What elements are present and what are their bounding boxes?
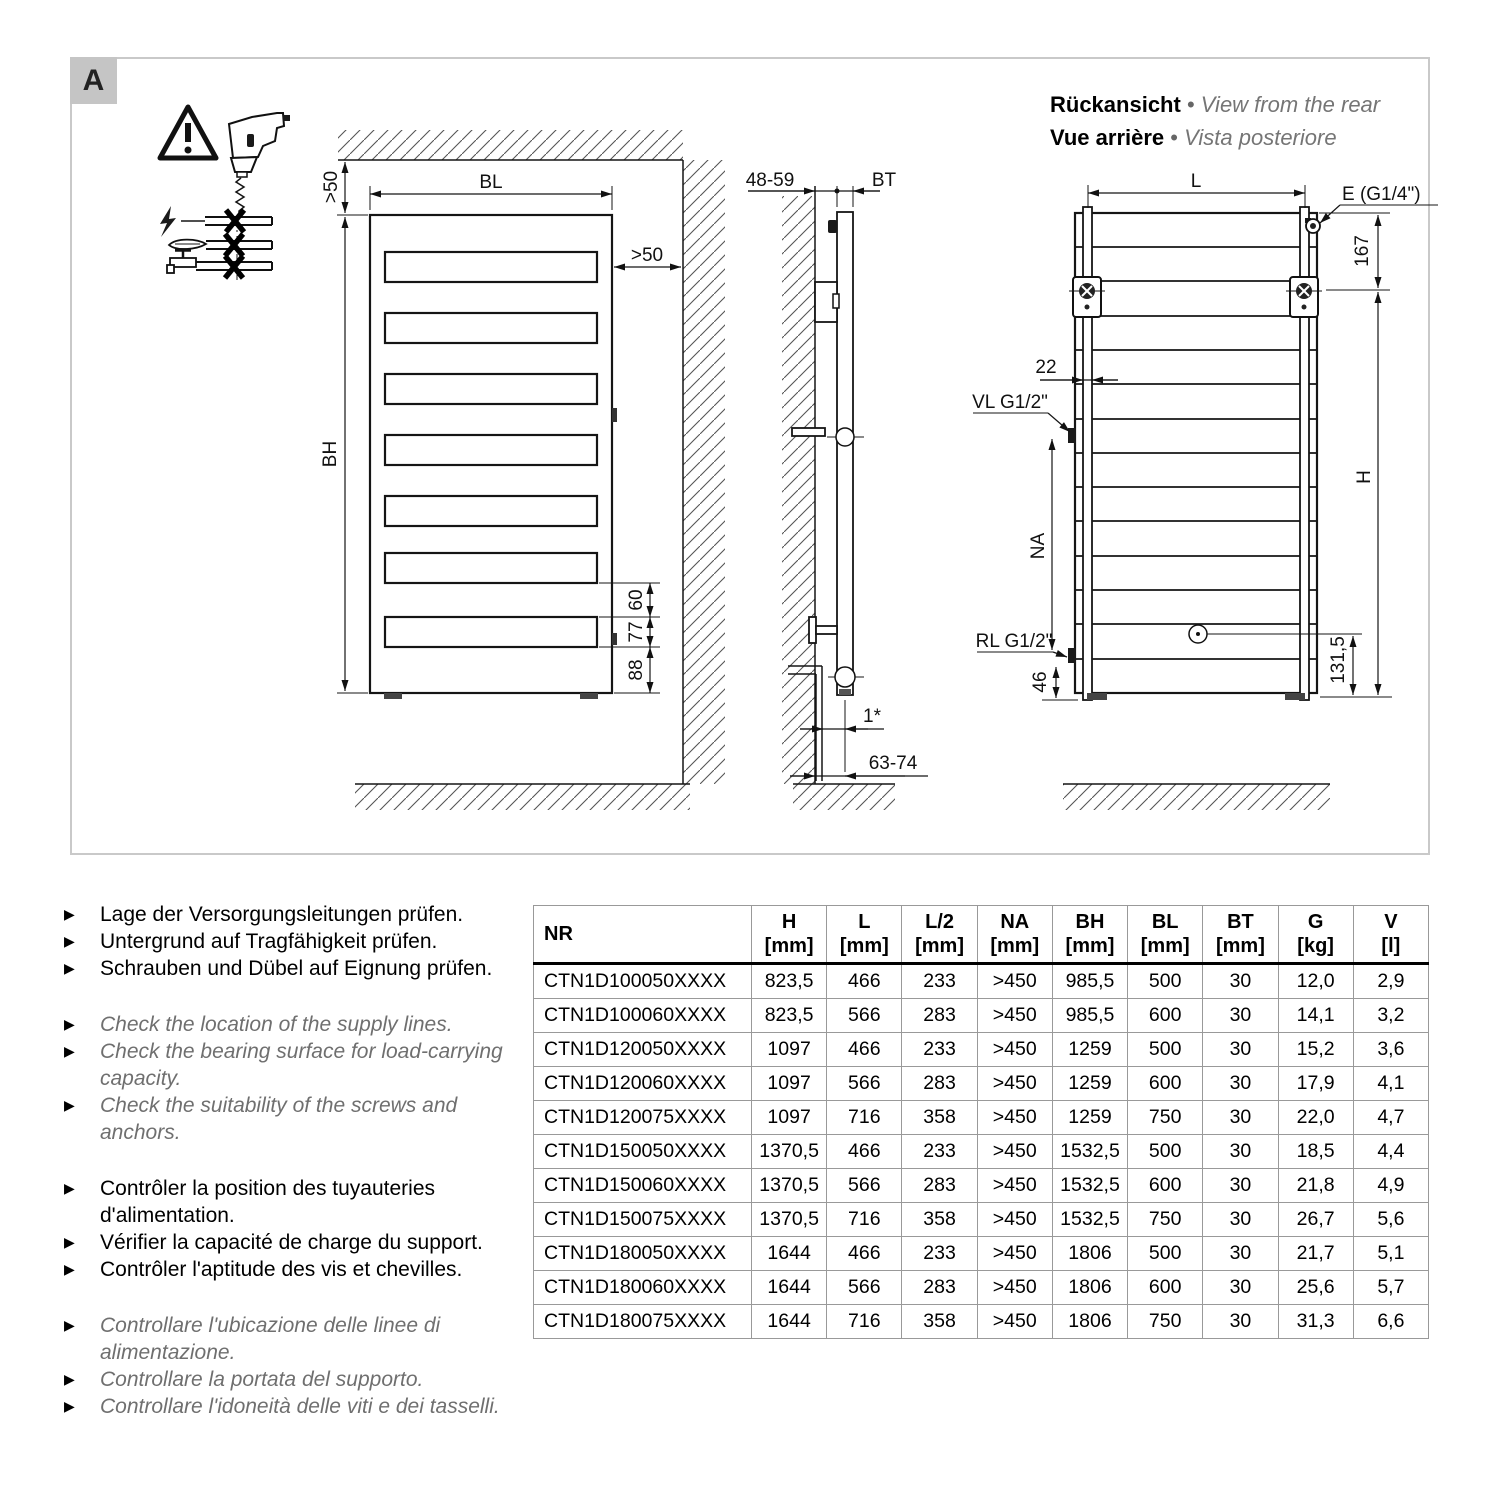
- bullet-icon: ▶: [64, 1234, 75, 1250]
- value-cell: 466: [827, 1135, 902, 1169]
- model-number-cell: CTN1D100050XXXX: [534, 964, 752, 999]
- specification-table: [533, 905, 1429, 1339]
- model-number-cell: CTN1D120075XXXX: [534, 1101, 752, 1135]
- value-cell: >450: [977, 1203, 1052, 1237]
- value-cell: 30: [1203, 1305, 1278, 1339]
- value-cell: 30: [1203, 1033, 1278, 1067]
- dim-167: 167: [1352, 235, 1373, 267]
- table-row: [534, 964, 1429, 999]
- table-row: [534, 1101, 1429, 1135]
- table-row: [534, 1135, 1429, 1169]
- dim-22: 22: [1035, 357, 1057, 378]
- instruction-text: Controllare la portata del supporto.: [100, 1368, 424, 1391]
- value-cell: 30: [1203, 999, 1278, 1033]
- table-row: [534, 1271, 1429, 1305]
- dim-131: 131,5: [1328, 636, 1349, 684]
- column-header: L [mm]: [827, 906, 902, 964]
- bullet-icon: ▶: [64, 906, 75, 922]
- table-row: [534, 1033, 1429, 1067]
- column-header: BL [mm]: [1128, 906, 1203, 964]
- column-header: G [kg]: [1278, 906, 1353, 964]
- value-cell: 30: [1203, 1237, 1278, 1271]
- column-header: BH [mm]: [1052, 906, 1127, 964]
- value-cell: 716: [827, 1203, 902, 1237]
- column-header: V [l]: [1353, 906, 1428, 964]
- value-cell: 500: [1128, 1033, 1203, 1067]
- value-cell: 750: [1128, 1101, 1203, 1135]
- value-cell: 233: [902, 1237, 977, 1271]
- instruction-text: Vérifier la capacité de charge du support.: [100, 1231, 483, 1254]
- dim-gap-right: >50: [630, 245, 664, 266]
- value-cell: 31,3: [1278, 1305, 1353, 1339]
- model-number-cell: CTN1D180075XXXX: [534, 1305, 752, 1339]
- mid-connection-circle: [836, 428, 854, 446]
- warning-triangle-icon: [160, 107, 216, 158]
- value-cell: 1806: [1052, 1305, 1127, 1339]
- column-header: L/2 [mm]: [902, 906, 977, 964]
- bullet-icon: ▶: [64, 933, 75, 949]
- instruction-item: [64, 1256, 534, 1283]
- bullet-icon: ▶: [64, 1398, 75, 1414]
- table-row: [534, 1169, 1429, 1203]
- dim-46: 46: [1030, 671, 1051, 693]
- value-cell: >450: [977, 1271, 1052, 1305]
- value-cell: 1370,5: [752, 1203, 827, 1237]
- value-cell: 600: [1128, 999, 1203, 1033]
- value-cell: 358: [902, 1305, 977, 1339]
- gas-line-icon: [169, 240, 272, 249]
- value-cell: 1532,5: [1052, 1169, 1127, 1203]
- value-cell: 466: [827, 1033, 902, 1067]
- lower-bracket-side: [809, 617, 816, 643]
- instruction-text: Contrôler la position des tuyauteries d'alimentation.: [100, 1177, 436, 1227]
- air-vent-side: [828, 220, 837, 233]
- air-vent-valve: [1305, 218, 1320, 233]
- instructions-italian: [64, 1312, 534, 1420]
- value-cell: >450: [977, 1169, 1052, 1203]
- value-cell: 985,5: [1052, 999, 1127, 1033]
- instruction-text: Controllare l'idoneità delle viti e dei tasselli.: [100, 1395, 500, 1418]
- table-header-row: [534, 906, 1429, 964]
- value-cell: 1259: [1052, 1101, 1127, 1135]
- dim-bl: BL: [479, 172, 503, 193]
- bullet-icon: ▶: [64, 1097, 75, 1113]
- value-cell: 233: [902, 1135, 977, 1169]
- value-cell: 600: [1128, 1271, 1203, 1305]
- dim-88: 88: [626, 659, 647, 681]
- instruction-item: [64, 1312, 534, 1366]
- dim-l: L: [1190, 171, 1202, 192]
- label-rl: RL G1/2": [975, 631, 1053, 652]
- value-cell: 30: [1203, 1135, 1278, 1169]
- instruction-item: [64, 1011, 534, 1038]
- value-cell: 600: [1128, 1067, 1203, 1101]
- title-de: Rückansicht: [1050, 92, 1181, 117]
- value-cell: 283: [902, 1271, 977, 1305]
- vl-connection-tab: [1068, 428, 1076, 443]
- instruction-text: Check the suitability of the screws and anchors.: [100, 1094, 458, 1144]
- bullet-icon: ▶: [64, 1371, 75, 1387]
- value-cell: 21,7: [1278, 1237, 1353, 1271]
- value-cell: 26,7: [1278, 1203, 1353, 1237]
- value-cell: 5,7: [1353, 1271, 1428, 1305]
- value-cell: 3,2: [1353, 999, 1428, 1033]
- value-cell: 18,5: [1278, 1135, 1353, 1169]
- bullet-icon: ▶: [64, 1043, 75, 1059]
- instruction-item: [64, 955, 534, 982]
- value-cell: 15,2: [1278, 1033, 1353, 1067]
- value-cell: 1644: [752, 1305, 827, 1339]
- instruction-text: Untergrund auf Tragfähigkeit prüfen.: [100, 930, 438, 953]
- drill-icon: [229, 113, 290, 280]
- value-cell: 716: [827, 1101, 902, 1135]
- table-row: [534, 1305, 1429, 1339]
- value-cell: 1097: [752, 1033, 827, 1067]
- column-header: NA [mm]: [977, 906, 1052, 964]
- value-cell: 466: [827, 1237, 902, 1271]
- value-cell: 566: [827, 1067, 902, 1101]
- dim-60: 60: [626, 589, 647, 611]
- instruction-text: Schrauben und Dübel auf Eignung prüfen.: [100, 957, 493, 980]
- value-cell: >450: [977, 1135, 1052, 1169]
- value-cell: 1806: [1052, 1271, 1127, 1305]
- value-cell: 823,5: [752, 999, 827, 1033]
- value-cell: 358: [902, 1203, 977, 1237]
- value-cell: 30: [1203, 1101, 1278, 1135]
- bullet-icon: ▶: [64, 960, 75, 976]
- value-cell: 283: [902, 1067, 977, 1101]
- value-cell: 1806: [1052, 1237, 1127, 1271]
- value-cell: 5,1: [1353, 1237, 1428, 1271]
- value-cell: >450: [977, 999, 1052, 1033]
- value-cell: 21,8: [1278, 1169, 1353, 1203]
- instruction-text: Check the location of the supply lines.: [100, 1013, 453, 1036]
- column-header: H [mm]: [752, 906, 827, 964]
- dim-floor-dist: 63-74: [868, 753, 918, 774]
- instructions-french: [64, 1175, 534, 1283]
- instruction-item: [64, 901, 534, 928]
- value-cell: 1370,5: [752, 1135, 827, 1169]
- value-cell: >450: [977, 964, 1052, 999]
- instruction-item: [64, 928, 534, 955]
- no-drill-x-icons: [225, 210, 244, 278]
- instruction-text: Check the bearing surface for load-carrying capacity.: [100, 1040, 503, 1090]
- instruction-item: [64, 1393, 534, 1420]
- value-cell: 4,1: [1353, 1067, 1428, 1101]
- dim-h: H: [1354, 470, 1375, 484]
- value-cell: 1259: [1052, 1067, 1127, 1101]
- dim-bh: BH: [320, 440, 341, 468]
- bullet-icon: ▶: [64, 1317, 75, 1333]
- water-tap-icon: [167, 250, 272, 273]
- column-header: NR: [534, 906, 752, 964]
- value-cell: 500: [1128, 964, 1203, 999]
- rear-view: [972, 171, 1438, 810]
- table-row: [534, 1067, 1429, 1101]
- instruction-text: Controllare l'ubicazione delle linee di alimentazione.: [100, 1314, 441, 1364]
- dim-offset: 1*: [863, 706, 881, 727]
- value-cell: >450: [977, 1067, 1052, 1101]
- table-row: [534, 1203, 1429, 1237]
- bullet-icon: ▶: [64, 1180, 75, 1196]
- title-en: View from the rear: [1200, 92, 1381, 117]
- dim-bt: BT: [871, 170, 897, 191]
- value-cell: 750: [1128, 1305, 1203, 1339]
- value-cell: 750: [1128, 1203, 1203, 1237]
- value-cell: 600: [1128, 1169, 1203, 1203]
- title-dot: •: [1186, 92, 1195, 117]
- value-cell: >450: [977, 1033, 1052, 1067]
- value-cell: 1370,5: [752, 1169, 827, 1203]
- value-cell: 1644: [752, 1237, 827, 1271]
- value-cell: 1532,5: [1052, 1203, 1127, 1237]
- title-fr: Vue arrière: [1050, 125, 1165, 150]
- value-cell: >450: [977, 1305, 1052, 1339]
- electric-line-icon: [160, 206, 272, 237]
- model-number-cell: CTN1D150075XXXX: [534, 1203, 752, 1237]
- value-cell: 30: [1203, 964, 1278, 999]
- value-cell: 14,1: [1278, 999, 1353, 1033]
- value-cell: 4,7: [1353, 1101, 1428, 1135]
- value-cell: 1259: [1052, 1033, 1127, 1067]
- instructions-english: [64, 1011, 534, 1146]
- value-cell: 233: [902, 964, 977, 999]
- value-cell: 566: [827, 999, 902, 1033]
- value-cell: 566: [827, 1271, 902, 1305]
- value-cell: 283: [902, 999, 977, 1033]
- value-cell: 3,6: [1353, 1033, 1428, 1067]
- mid-bracket-side: [792, 428, 825, 436]
- dim-77: 77: [626, 621, 647, 643]
- instruction-item: [64, 1092, 534, 1146]
- value-cell: 716: [827, 1305, 902, 1339]
- value-cell: 30: [1203, 1203, 1278, 1237]
- label-vl: VL G1/2": [972, 392, 1048, 413]
- instructions-german: [64, 901, 534, 982]
- front-view: [320, 130, 725, 810]
- model-number-cell: CTN1D180050XXXX: [534, 1237, 752, 1271]
- label-e: E (G1/4"): [1342, 184, 1421, 205]
- dim-gap-top: >50: [321, 170, 342, 204]
- rl-connection-tab: [1068, 648, 1076, 663]
- instruction-item: [64, 1229, 534, 1256]
- value-cell: 358: [902, 1101, 977, 1135]
- table-row: [534, 1237, 1429, 1271]
- title-dot: •: [1170, 125, 1178, 150]
- title-it: Vista posteriore: [1184, 125, 1337, 150]
- instruction-text: Lage der Versorgungsleitungen prüfen.: [100, 903, 464, 926]
- value-cell: 4,9: [1353, 1169, 1428, 1203]
- value-cell: 30: [1203, 1067, 1278, 1101]
- value-cell: 6,6: [1353, 1305, 1428, 1339]
- value-cell: 566: [827, 1169, 902, 1203]
- value-cell: 985,5: [1052, 964, 1127, 999]
- dim-na: NA: [1028, 532, 1049, 560]
- model-number-cell: CTN1D150060XXXX: [534, 1169, 752, 1203]
- value-cell: 500: [1128, 1135, 1203, 1169]
- value-cell: 1097: [752, 1101, 827, 1135]
- right-mounting-bracket: [1286, 277, 1322, 317]
- column-header: BT [mm]: [1203, 906, 1278, 964]
- value-cell: 30: [1203, 1169, 1278, 1203]
- model-number-cell: CTN1D120050XXXX: [534, 1033, 752, 1067]
- table-row: [534, 999, 1429, 1033]
- radiator-side-profile: [837, 212, 853, 695]
- value-cell: 22,0: [1278, 1101, 1353, 1135]
- value-cell: >450: [977, 1101, 1052, 1135]
- instruction-item: [64, 1366, 534, 1393]
- warning-icons: [160, 107, 290, 280]
- value-cell: 2,9: [1353, 964, 1428, 999]
- value-cell: 823,5: [752, 964, 827, 999]
- instruction-item: [64, 1038, 534, 1092]
- value-cell: 5,6: [1353, 1203, 1428, 1237]
- value-cell: >450: [977, 1237, 1052, 1271]
- value-cell: 466: [827, 964, 902, 999]
- value-cell: 17,9: [1278, 1067, 1353, 1101]
- instruction-text: Contrôler l'aptitude des vis et chevilles.: [100, 1258, 463, 1281]
- value-cell: 30: [1203, 1271, 1278, 1305]
- value-cell: 4,4: [1353, 1135, 1428, 1169]
- value-cell: 1644: [752, 1271, 827, 1305]
- dim-wall-dist: 48-59: [745, 170, 795, 191]
- panel-a-label: A: [70, 57, 117, 104]
- value-cell: 1532,5: [1052, 1135, 1127, 1169]
- model-number-cell: CTN1D120060XXXX: [534, 1067, 752, 1101]
- instruction-item: [64, 1175, 534, 1229]
- value-cell: 283: [902, 1169, 977, 1203]
- instructions-section: [64, 901, 534, 1449]
- bullet-icon: ▶: [64, 1016, 75, 1032]
- model-number-cell: CTN1D150050XXXX: [534, 1135, 752, 1169]
- value-cell: 25,6: [1278, 1271, 1353, 1305]
- value-cell: 12,0: [1278, 964, 1353, 999]
- value-cell: 233: [902, 1033, 977, 1067]
- model-number-cell: CTN1D180060XXXX: [534, 1271, 752, 1305]
- left-mounting-bracket: [1069, 277, 1105, 317]
- bottom-connection-circle: [835, 667, 855, 687]
- bullet-icon: ▶: [64, 1261, 75, 1277]
- value-cell: 500: [1128, 1237, 1203, 1271]
- model-number-cell: CTN1D100060XXXX: [534, 999, 752, 1033]
- side-view: [746, 170, 928, 810]
- value-cell: 1097: [752, 1067, 827, 1101]
